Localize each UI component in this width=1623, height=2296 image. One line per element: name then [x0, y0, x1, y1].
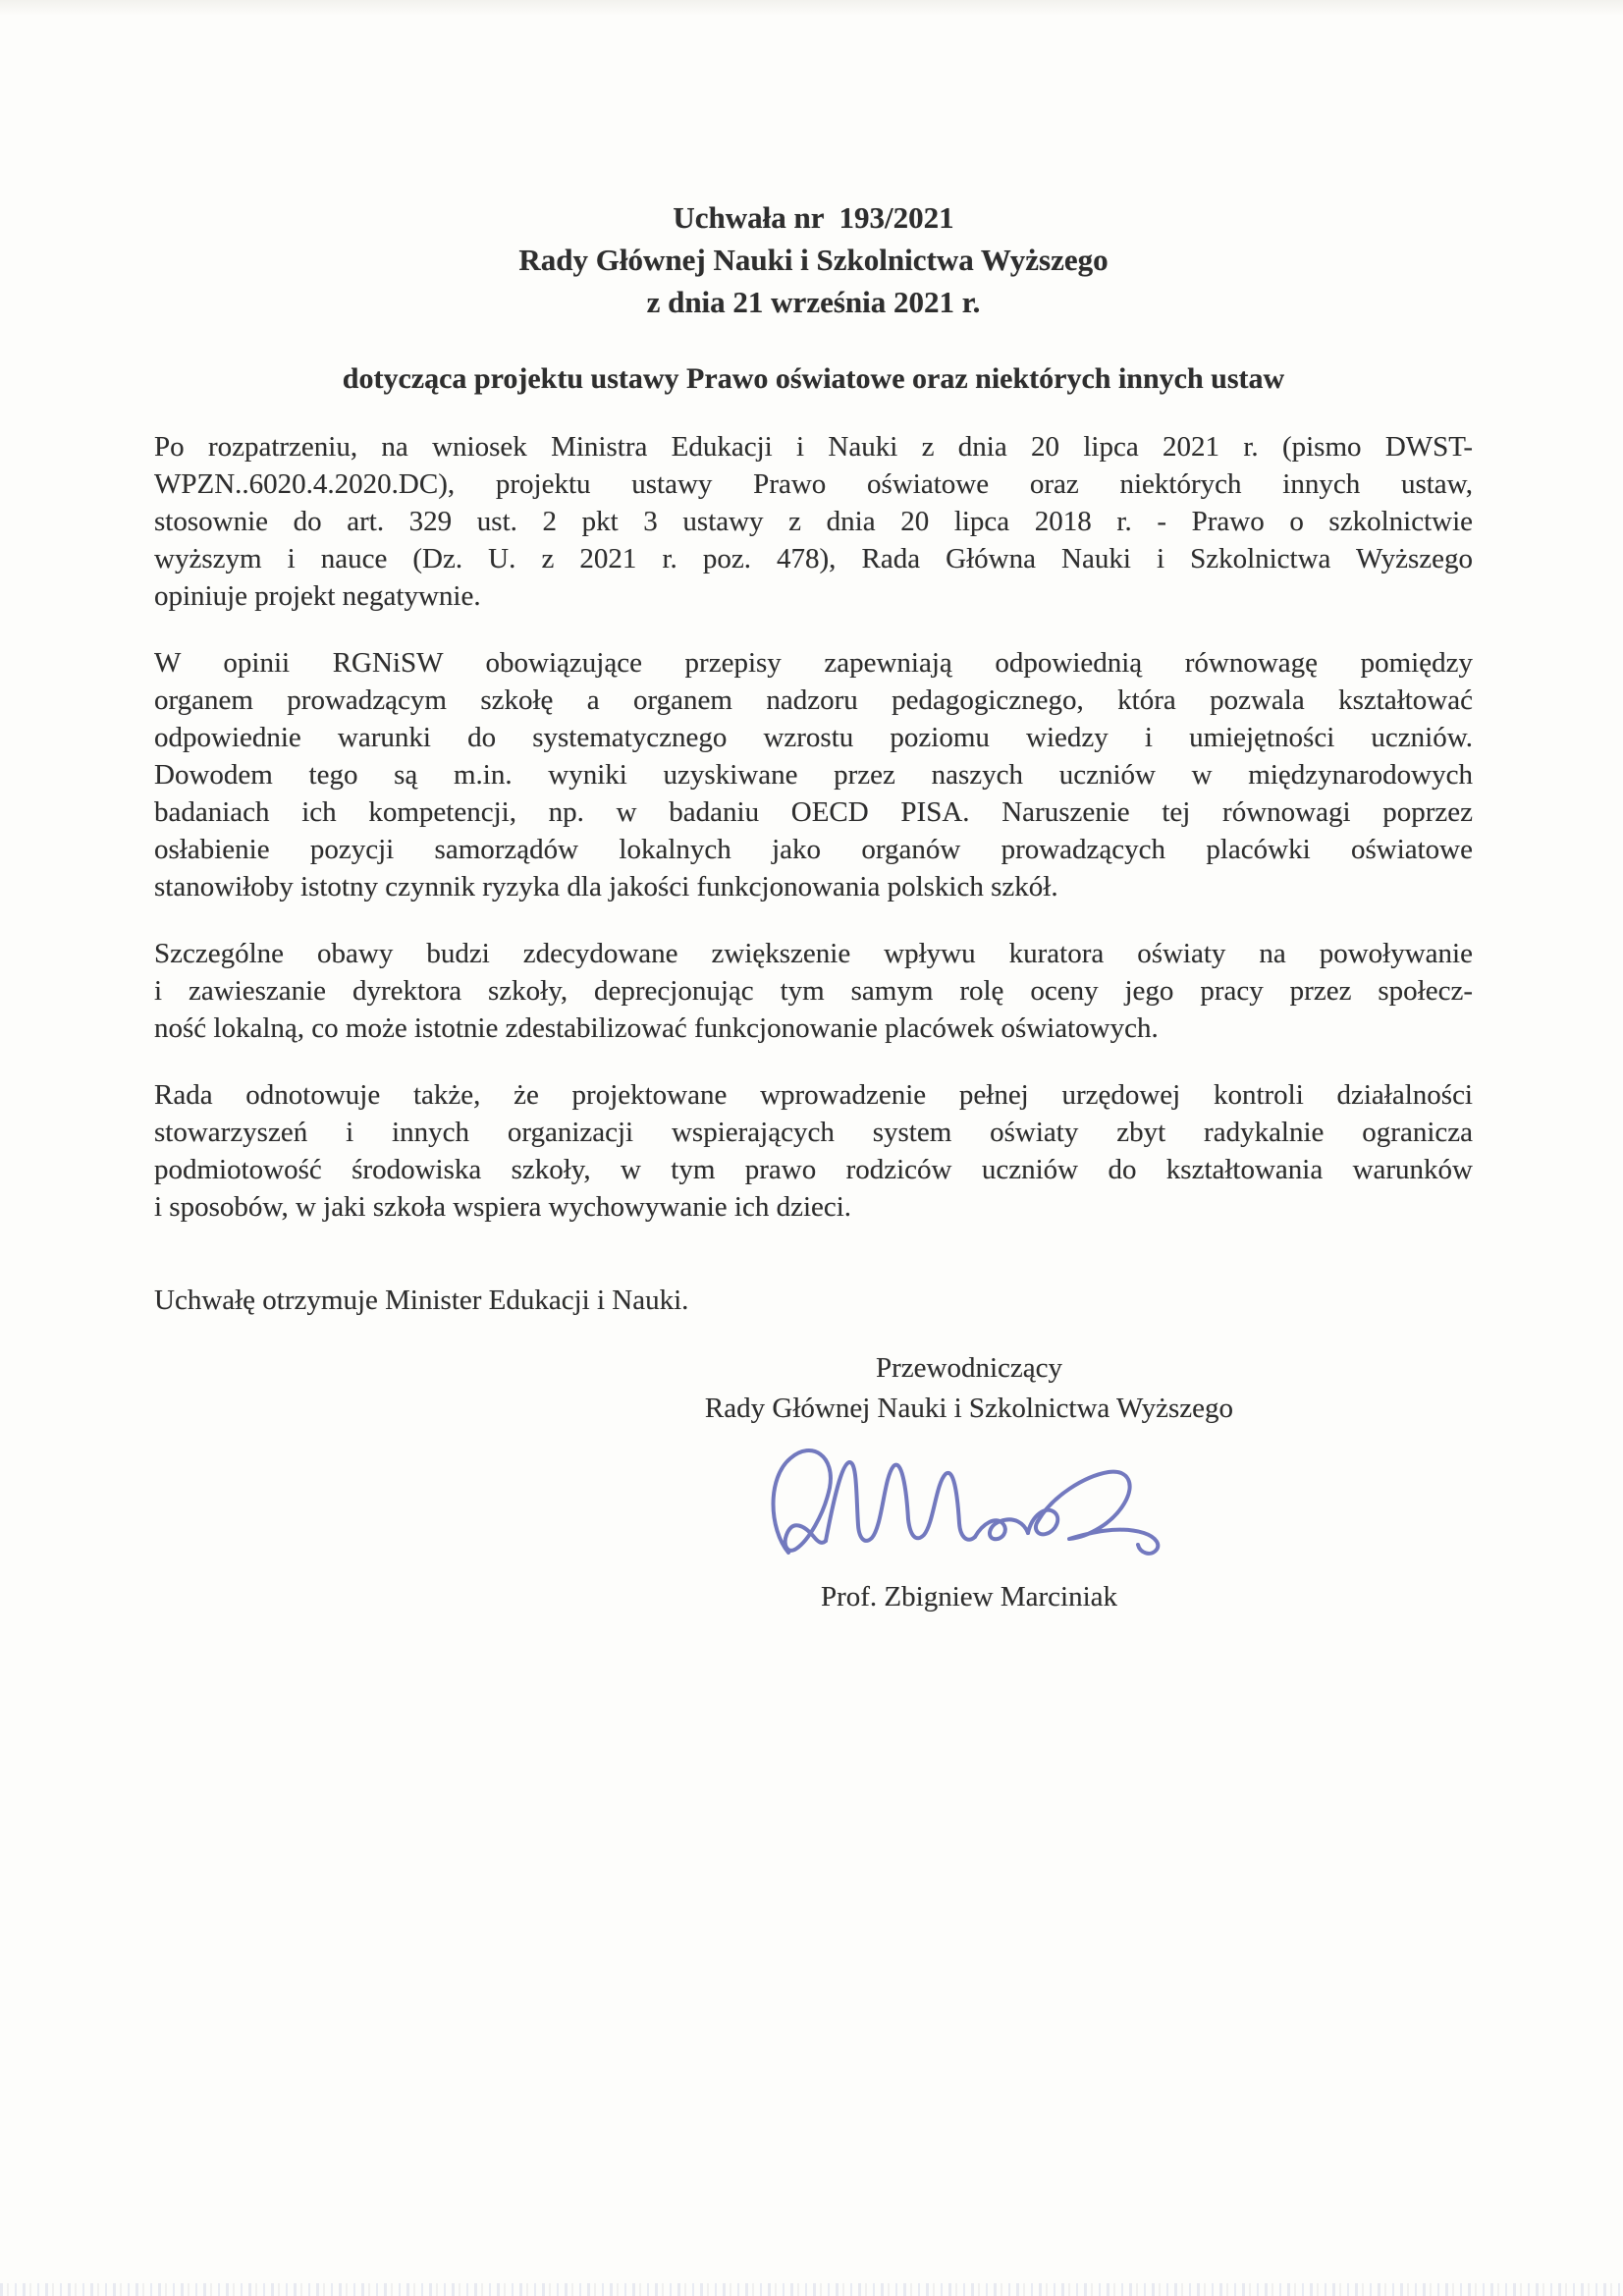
paragraph-2-line-4: Dowodem tego są m.in. wyniki uzyskiwane przez naszych uczniów w międzynarodowych — [154, 759, 1473, 791]
paragraph-4-line-2: stowarzyszeń i innych organizacji wspierających system oświaty zbyt radykalnie ogranicza — [154, 1117, 1473, 1148]
paragraph-1-line-4: wyższym i nauce (Dz. U. z 2021 r. poz. 478), Rada Główna Nauki i Szkolnictwa Wyższego — [154, 543, 1473, 574]
paragraph-1-line-1: Po rozpatrzeniu, na wniosek Ministra Edukacji i Nauki z dnia 20 lipca 2021 r. (pismo DWST- — [154, 431, 1473, 463]
paragraph-3-line-1: Szczególne obawy budzi zdecydowane zwiększenie wpływu kuratora oświaty na powoływanie — [154, 938, 1473, 969]
resolution-body — [154, 428, 1473, 1226]
scan-artifact-bottom — [0, 2283, 1623, 2296]
paragraph-1-line-2: WPZN..6020.4.2020.DC), projektu ustawy Prawo oświatowe oraz niektórych innych ustaw, — [154, 468, 1473, 500]
resolution-subject: dotycząca projektu ustawy Prawo oświatowe oraz niektórych innych ustaw — [342, 362, 1285, 395]
resolution-number: Uchwała nr 193/2021 — [673, 200, 954, 235]
paragraph-2-line-3: odpowiednie warunki do systematycznego wzrostu poziomu wiedzy i umiejętności uczniów. — [154, 722, 1473, 753]
paragraph-2-line-2: organem prowadzącym szkołę a organem nadzoru pedagogicznego, która pozwala kształtować — [154, 684, 1473, 716]
paragraph-3-line-2: i zawieszanie dyrektora szkoły, deprecjonując tym samym rolę oceny jego pracy przez społecz- — [154, 975, 1473, 1007]
signer-name: Prof. Zbigniew Marciniak — [820, 1581, 1117, 1613]
paragraph-1-line-3: stosownie do art. 329 ust. 2 pkt 3 ustawy z dnia 20 lipca 2018 r. - Prawo o szkolnictwie — [154, 506, 1473, 537]
signature-block — [596, 1348, 1342, 1615]
paragraph-1-line-5: opiniuje projekt negatywnie. — [154, 580, 481, 612]
paragraph-2-line-7: stanowiłoby istotny czynnik ryzyka dla jakości funkcjonowania polskich szkół. — [154, 871, 1058, 902]
paragraph-4-line-1: Rada odnotowuje także, że projektowane wprowadzenie pełnej urzędowej kontroli działalności — [154, 1079, 1473, 1111]
resolution-header — [154, 196, 1473, 323]
paragraph-3-line-3: ność lokalną, co może istotnie zdestabilizować funkcjonowanie placówek oświatowych. — [154, 1012, 1159, 1044]
resolution-issuer: Rady Głównej Nauki i Szkolnictwa Wyższego — [518, 243, 1109, 277]
paragraph-2-line-6: osłabienie pozycji samorządów lokalnych jako organów prowadzących placówki oświatowe — [154, 834, 1473, 865]
resolution-date: z dnia 21 września 2021 r. — [646, 285, 981, 319]
paragraph-3 — [154, 935, 1473, 1047]
paragraph-1 — [154, 428, 1473, 615]
paragraph-2 — [154, 644, 1473, 905]
paragraph-4-line-3: podmiotowość środowiska szkoły, w tym prawo rodziców uczniów do kształtowania warunków — [154, 1154, 1473, 1185]
paragraph-2-line-5: badaniach ich kompetencji, np. w badaniu OECD PISA. Naruszenie tej równowagi poprzez — [154, 796, 1473, 828]
scan-artifact-top — [0, 0, 1623, 16]
signer-organization: Rady Głównej Nauki i Szkolnictwa Wyższego — [704, 1393, 1234, 1424]
paragraph-2-line-1: W opinii RGNiSW obowiązujące przepisy zapewniają odpowiednią równowagę pomiędzy — [154, 647, 1473, 679]
paragraph-4 — [154, 1076, 1473, 1226]
closing-line: Uchwałę otrzymuje Minister Edukacji i Nauki. — [154, 1285, 689, 1316]
paragraph-4-line-4: i sposobów, w jaki szkoła wspiera wychowywanie ich dzieci. — [154, 1191, 852, 1223]
signer-role: Przewodniczący — [875, 1352, 1062, 1384]
handwritten-signature-icon — [753, 1435, 1185, 1582]
